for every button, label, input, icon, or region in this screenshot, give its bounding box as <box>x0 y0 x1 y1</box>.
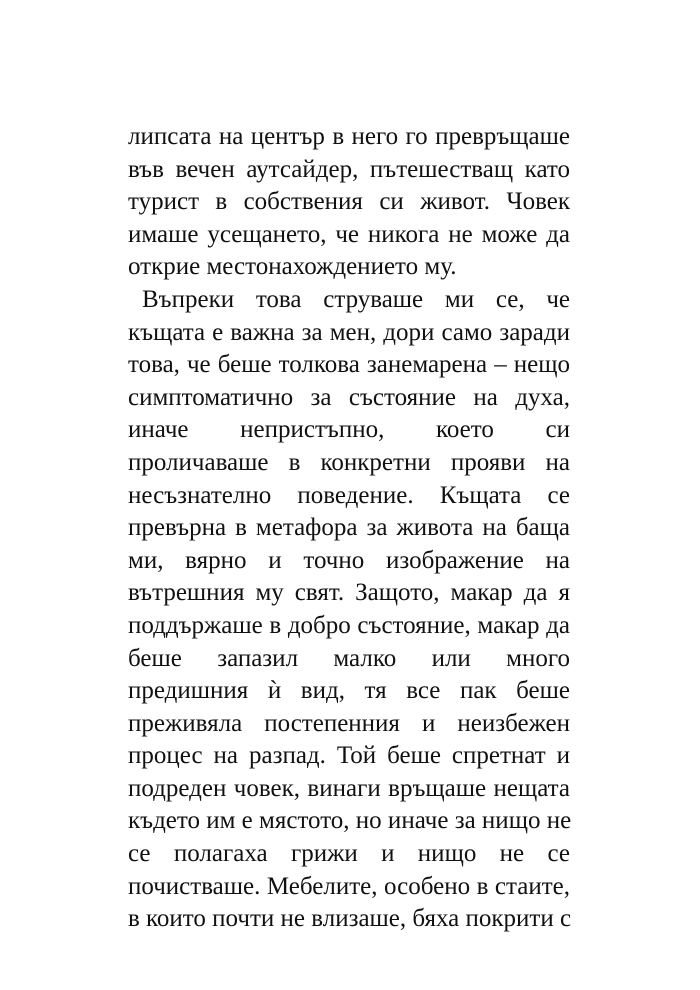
body-text <box>128 121 570 936</box>
text-line: това, че беше толкова занемарена – нещо <box>128 351 570 379</box>
text-line: подреден човек, винаги връщаше нещата <box>128 774 570 802</box>
text-line: предишния ѝ вид, тя все пак беше <box>128 677 570 705</box>
text-line: в които почти не влизаше, бяха покрити с <box>128 905 572 933</box>
paragraph-2 <box>128 284 570 936</box>
paragraph-1 <box>128 121 570 284</box>
text-line: проличаваше в конкретни прояви на <box>128 448 570 476</box>
text-line: турист в собствения си живот. Човек <box>128 188 570 216</box>
text-line: превърна в метафора за живота на баща <box>128 514 570 542</box>
text-line: липсата на център в него го превръщаше <box>128 123 570 150</box>
text-line: несъзнателно поведение. Къщата се <box>128 481 570 509</box>
text-line: вътрешния му свят. Защото, макар да я <box>128 579 570 607</box>
text-line: беше запазил малко или много <box>128 644 570 672</box>
text-line: поддържаше в добро състояние, макар да <box>128 611 570 639</box>
text-line: във вечен аутсайдер, пътешестващ като <box>128 155 570 183</box>
text-line: почистваше. Мебелите, особено в стаите, <box>128 872 570 900</box>
text-line: имаше усещането, че никога не може да <box>128 220 570 248</box>
text-line: се полагаха грижи и нищо не се <box>128 840 570 868</box>
text-line: процес на разпад. Той беше спретнат и <box>128 742 570 770</box>
text-line: симптоматично за състояние на духа, <box>128 383 570 411</box>
text-line: Въпреки това струваше ми се, че <box>142 285 570 313</box>
text-line: къщата е важна за мен, дори само заради <box>128 318 570 346</box>
text-line: иначе непристъпно, което си <box>128 416 570 444</box>
text-line: където им е мястото, но иначе за нищо не <box>128 807 572 835</box>
text-line: преживяла постепенния и неизбежен <box>128 709 570 737</box>
text-line: открие местонахождението му. <box>128 253 457 281</box>
text-line: ми, вярно и точно изображение на <box>128 546 570 574</box>
